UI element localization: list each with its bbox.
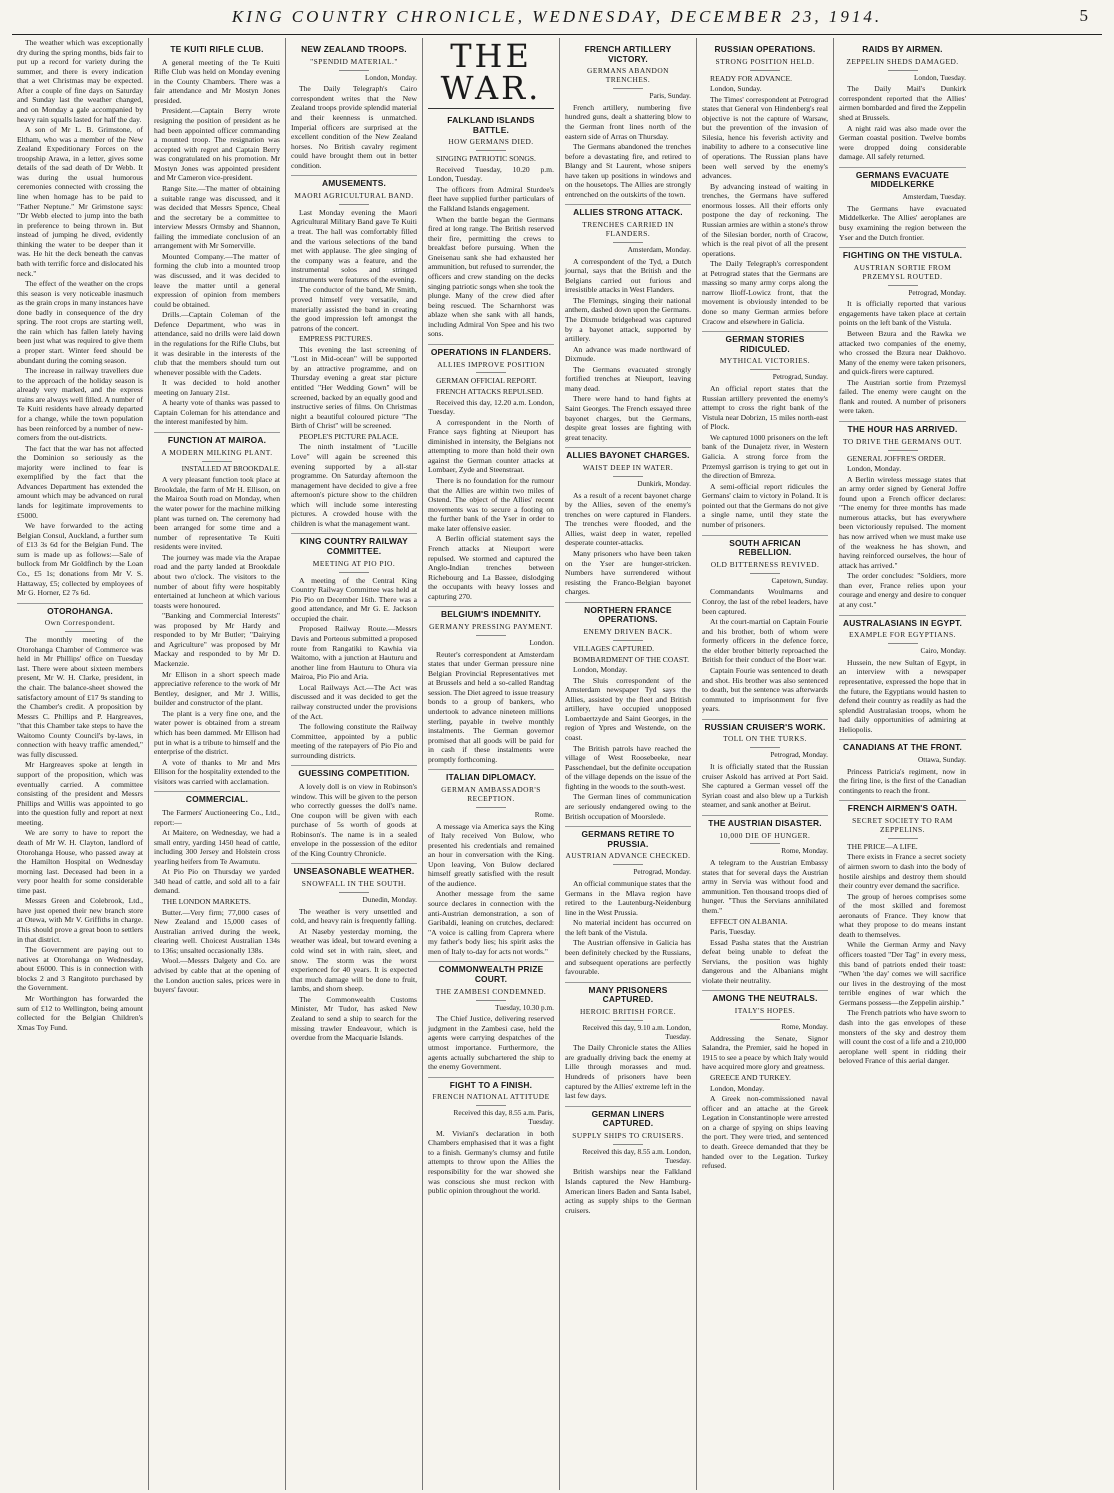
article-headline: RUSSIAN CRUISER'S WORK.	[702, 719, 828, 733]
article	[17, 38, 143, 598]
article-paragraph: The officers from Admiral Sturdee's fleet have supplied further particulars of the Falkland Islands engagement.	[428, 184, 554, 213]
article-headline: NORTHERN FRANCE OPERATIONS.	[565, 602, 691, 625]
article-dateline: Petrograd, Sunday.	[772, 372, 828, 382]
article-headline: ALLIES BAYONET CHARGES.	[565, 447, 691, 461]
article	[428, 40, 554, 339]
article	[839, 421, 966, 610]
article-headline: FRENCH ARTILLERY VICTORY.	[584, 44, 672, 64]
article-dateline: Capetown, Sunday.	[771, 575, 828, 585]
article-paragraph: Hussein, the new Sultan of Egypt, in an interview with a newspaper representative, expressed the hope that in the future, the Egyptians would hasten to defend their country as readily as had the splendid Australasian troops, whom he had daily opportunities of admiring at Heliopolis.	[839, 657, 966, 734]
article-paragraph: THE LONDON MARKETS.	[162, 897, 251, 907]
article-paragraph: The Daily Chronicle states the Allies are gradually driving back the enemy at Lille through morasses and mud. Hundreds of prisoners have been captured by the Allies' extreme left in the last few days.	[565, 1043, 691, 1101]
article-headline: SOUTH AFRICAN REBELLION.	[702, 535, 828, 558]
article-subhead: WAIST DEEP IN WATER.	[565, 464, 691, 477]
article-headline: FRENCH AIRMEN'S OATH.	[839, 800, 966, 814]
article-dateline: Petrograd, Monday.	[770, 750, 828, 760]
article-paragraph: By advancing instead of waiting in trenches, the Germans have suffered enormous losses. All their efforts only postpone the day of reckoning. The Russian armies are within a stone's throw of the Silesian border, north of Cracow, which is the real pivot of all the present operations.	[702, 181, 828, 258]
article-paragraph: At Pio Pio on Thursday we yarded 340 head of cattle, and sold all to a fair demand.	[154, 867, 280, 896]
article-paragraph: Mr Hargreaves spoke at length in support of the proposition, which was eventually carried. A committee consisting of the president and Messrs Phillips and Willis was appointed to go into the question fully and report at next meeting.	[17, 760, 143, 827]
article	[291, 533, 417, 760]
article-paragraph: The Government are paying out to natives at Otorohanga on Wednesday, about £6000. This is in connection with blocks 2 and 3 Rangitoto purchased by the Government.	[17, 945, 143, 993]
article-paragraph: The weather which was exceptionally dry during the spring months, bids fair to put up a record for variety during the summer, and there is every indication that a wet Christmas may be expected. After a couple of fine days on Saturday and Sunday last the weather changed, and on Monday a gale accompanied by heavy rain squalls lasted for half the day.	[17, 38, 143, 124]
article-paragraph: There were hand to hand fights at Saint Georges. The French essayed three bayonet charges, but the Germans, despite great losses are fighting with great tenacity.	[565, 394, 691, 442]
article-paragraph: Many prisoners who have been taken on the Yser are hunger-stricken. Numbers have surrendered without resisting the Franco-Belgian bayonet charges.	[565, 548, 691, 597]
article-headline: OTOROHANGA.	[17, 603, 143, 617]
article-paragraph: There exists in France a secret society of airmen sworn to dash into the body of hostile airships and destroy them should their country ever demand the sacrifice.	[839, 852, 966, 891]
article-paragraph: The Austrian sortie from Przemysl failed. The enemy were caught on the flank and routed. A number of prisoners were taken.	[839, 377, 966, 416]
article-dateline: Rome, Monday.	[781, 1022, 828, 1031]
article-headline: AMONG THE NEUTRALS.	[702, 990, 828, 1004]
article	[428, 606, 554, 764]
article-paragraph: A correspondent in the North of France says fighting at Nieuport has diminished in intensity, the Belgians not attempting to more than hold their own against the German counter attacks at Lombaer, Zyde and Steenstraat.	[428, 417, 554, 475]
article	[291, 863, 417, 1042]
article-subhead: Own Correspondent.	[17, 619, 143, 632]
article-headline: FUNCTION AT MAIROA.	[154, 432, 280, 446]
masthead-title: KING COUNTRY CHRONICLE, WEDNESDAY, DECEMBER 23, 1914.	[231, 7, 883, 26]
article-subhead: ITALY'S HOPES.	[702, 1007, 828, 1020]
article-headline: AMUSEMENTS.	[291, 175, 417, 189]
article-paragraph: GERMAN OFFICIAL REPORT.	[436, 376, 537, 386]
article-dateline: Rome.	[534, 809, 554, 819]
article-paragraph: The Daily Mail's Dunkirk correspondent reported that the Allies' airmen bombarded and fired the Zeppelin shed at Brussels.	[839, 84, 966, 122]
article-subhead: MEETING AT PIO PIO.	[291, 560, 417, 573]
article-paragraph: The Sluis correspondent of the Amsterdam newspaper Tyd says the Allies, assisted by the fleet and British artillery, have occupied unopposed Lombaertzyde and Saint Georges, in the region of Ypres and Westende, on the coast.	[565, 675, 691, 742]
article-headline: KING COUNTRY RAILWAY COMMITTEE.	[291, 533, 417, 556]
article-headline: RUSSIAN OPERATIONS.	[714, 44, 816, 54]
column-7	[834, 38, 971, 1490]
article-paragraph: M. Viviani's declaration in both Chambers emphasised that it was a fight to a finish. Germany's clumsy and futile attempts to throw upon the Allies the responsibility for the war showed she was conscious she must reckon with public opinion throughout the world.	[428, 1128, 554, 1196]
article-headline: OPERATIONS IN FLANDERS.	[428, 344, 554, 358]
article	[702, 719, 828, 810]
column-4	[423, 38, 560, 1490]
article-paragraph: Captain Fourie was sentenced to death and shot. His brother was also sentenced to death, but the sentence was afterwards commuted to imprisonment for five years.	[702, 665, 828, 714]
article-headline: GERMAN LINERS CAPTURED.	[565, 1106, 691, 1129]
article-subhead: OLD BITTERNESS REVIVED.	[702, 561, 828, 574]
article	[565, 602, 691, 821]
article	[839, 42, 966, 162]
article-headline: CANADIANS AT THE FRONT.	[839, 739, 966, 753]
article-subhead: SUPPLY SHIPS TO CRUISERS.	[565, 1132, 691, 1145]
article-paragraph: The journey was made via the Arapae road and the party landed at Brookdale about two o'clock. The visitors to the number of about fifty were hospitably entertained at luncheon at which various toasts were honoured.	[154, 552, 280, 610]
article-paragraph: An official report states that the Russian artillery prevented the enemy's attempt to cross the right bank of the Vistula near Dobrizn, 15 miles north-east of Plock.	[702, 384, 828, 432]
article-paragraph: A meeting of the Central King Country Railway Committee was held at Pio Pio on December 16th. There was a good attendance, and Mr G. E. Jackson occupied the chair.	[291, 575, 417, 623]
article-paragraph: The Daily Telegraph's Cairo correspondent writes that the New Zealand troops provide splendid material and their keenness is unmatched. Imperial officers are surprised at the excellent condition of the New Zealand horses. No British cavalry regiment could have brought them out in better condition.	[291, 84, 417, 170]
article	[428, 961, 554, 1071]
article-paragraph: Last Monday evening the Maori Agricultural Military Band gave Te Kuiti a treat. The hall was comfortably filled and the various selections of the band met with applause. The glee singing of the company was a feature, and the instrumental solos and stringed instruments were features of the evening.	[291, 207, 417, 284]
article-subhead: THE ZAMBESI CONDEMNED.	[428, 988, 554, 1001]
masthead	[12, 0, 1102, 35]
article	[565, 204, 691, 442]
article-paragraph: A telegram to the Austrian Embassy states that for several days the Austrian army in Servia was without food and ammunition. Ten thousand troops died of hunger. "Thus the Servians annihilated them."	[702, 858, 828, 915]
article-paragraph: A lovely doll is on view in Robinson's window. This will be given to the person who correctly guesses the doll's name. One coupon will be given with each purchase of 5s worth of goods at Robinson's. The name is in a sealed envelope in the possession of the editor of the King Country Chronicle.	[291, 781, 417, 858]
article	[291, 175, 417, 528]
column-5	[560, 38, 697, 1490]
article-paragraph: The weather is very unsettled and cold, and heavy rain is frequently falling.	[291, 906, 417, 926]
article-paragraph: President.—Captain Berry wrote resigning the position of president as he had been appointed officer commanding a mounted troop. The resignation was accepted with regret and Captain Berry was congratulated on his promotion. Mr Mostyn Jones was appointed president and Mr Cameron vice-president.	[154, 106, 280, 183]
article-subhead: FRENCH NATIONAL ATTITUDE	[428, 1093, 554, 1106]
article	[839, 800, 966, 1065]
article	[565, 1106, 691, 1216]
article-paragraph: Received this day, 12.20 a.m. London, Tuesday.	[428, 397, 554, 417]
article-paragraph: Addressing the Senate, Signor Salandra, the Premier, said he hoped in 1915 to see a peace by which Italy would have acquired more glory and greatness.	[702, 1033, 828, 1072]
article-subhead: GERMANS ABANDON TRENCHES.	[565, 67, 691, 89]
article-subhead: SNOWFALL IN THE SOUTH.	[291, 880, 417, 893]
article-paragraph: No material incident has occurred on the left bank of the Vistula.	[565, 918, 691, 937]
article-paragraph: We captured 1000 prisoners on the left bank of the Dunajetz river, in Western Galicia. A strong force from the Przemysl garrison is trying to get out in the direction of Bmreza.	[702, 432, 828, 481]
article	[702, 331, 828, 529]
article	[702, 990, 828, 1170]
page-number: 5	[1079, 6, 1088, 25]
article-paragraph: London, Monday.	[710, 1083, 765, 1093]
article-paragraph: A Berlin wireless message states that an army order signed by General Joffre found upon a French officer declares: "The enemy for three months has made numerous attacks, but has everywhere been victoriously repulsed. The moment has now arrived when we must make use of the weakness he has shown, and having reinforced ourselves, the hour of attack has arrived."	[839, 474, 966, 570]
article-subhead: MAORI AGRICULTURAL BAND.	[291, 192, 417, 205]
article-paragraph: The increase in railway travellers due to the approach of the holiday season is already very marked, and the express trains are always well filled. A number of Te Kuiti residents have already departed for a change, while the town population has been reinforced by a number of new-comers from the out-districts.	[17, 366, 143, 443]
article	[565, 447, 691, 596]
article-subhead: A MODERN MILKING PLANT.	[154, 449, 280, 462]
article-paragraph: French artillery, numbering five hundred guns, dealt a shattering blow to the German front lines north of the eastern side of Arras on Thursday.	[565, 102, 691, 141]
article-paragraph: Paris, Tuesday.	[710, 927, 756, 937]
article-headline: THE AUSTRIAN DISASTER.	[702, 815, 828, 829]
article-paragraph: "Banking and Commercial Interests" was proposed by Mr Hardy and responded to by Mr Butler; "Dairying and Agriculture" was proposed by Mr Mackay and responded to by Mr D. Mackenzie.	[154, 611, 280, 668]
article-dateline: London, Monday.	[364, 72, 417, 82]
article-dateline: Received this day, 8.55 a.m. Paris, Tuesday.	[453, 1108, 554, 1126]
article-dateline: Tuesday, 10.30 p.m.	[495, 1002, 554, 1012]
article-paragraph: A general meeting of the Te Kuiti Rifle Club was held on Monday evening in the County Chambers. There was a fair attendance and Mr Mostyn Jones presided.	[154, 57, 280, 105]
article-paragraph: Another message from the same source declares in connection with the anti-Austrian demonstration, a son of Garibaldi, leaning on crutches, declared: "A voice is calling from Caprera where my father's body lies; his spirit asks the men of Italy to-day for acts not words."	[428, 889, 554, 956]
article-paragraph: When the battle began the Germans fired at long range. The British reserved their fire, permitting the crews to breakfast before pursuing. When the Gneisenau sank she had exhausted her ammunition, but refused to surrender, the officers and crew standing on the decks singing patriotic songs when she took the plunge. Many of the crew died after being rescued. The Scharnhorst was ablaze when she sank with all hands, including Admiral Von Spee and his two sons.	[428, 214, 554, 339]
article-paragraph: VILLAGES CAPTURED.	[573, 643, 654, 653]
article-paragraph: The conductor of the band, Mr Smith, proved himself very versatile, and materially assisted the band in creating the good impression left amongst the patrons of the concert.	[291, 285, 417, 333]
article-subhead: ZEPPELIN SHEDS DAMAGED.	[839, 58, 966, 71]
article-dateline: Paris, Sunday.	[649, 91, 691, 101]
article-paragraph: Local Railways Act.—The Act was discussed and it was decided to get the railway constructed under the provisions of the Act.	[291, 682, 417, 721]
article-subhead: MYTHICAL VICTORIES.	[702, 357, 828, 370]
article	[702, 535, 828, 714]
article-paragraph: The plant is a very fine one, and the water power is obtained from a stream which has been dammed. Mr Ellison had put in what is a tribute to himself and the enterprise of the district.	[154, 708, 280, 757]
article	[154, 432, 280, 786]
article-subhead: AUSTRIAN SORTIE FROM PRZEMYSL ROUTED.	[839, 264, 966, 286]
article-headline: NEW ZEALAND TROOPS.	[301, 44, 407, 54]
article-subhead: HEROIC BRITISH FORCE.	[565, 1008, 691, 1021]
article-paragraph: This evening the last screening of "Lost in Mid-ocean" will be supported by an attractive programme, and on Thursday evening a great star picture entitled "Her Wedding Gown" will be screened, backed by an equally good and instructive series of films. On Christmas night a beautiful coloured picture "The Birth of Christ" will be screened.	[291, 344, 417, 431]
article-paragraph: A son of Mr L. B. Grimstone, of Eltham, who was a member of the New Zealand Expeditionary Forces on the troopship Arawa, in a letter, gives some details of the sad death of Dr Webb. It was during the usual humorous ceremonies connected with crossing the line when homage has to be paid to "Father Neptune." Mr Grimstone says: "Dr Webb elected to jump into the bath in preference to being thrown in. But instead of jumping he dived, evidently thinking the water to be deeper than it was. He hit the deck beneath the canvas bath with terrific force and dislocated his neck."	[17, 125, 143, 278]
article-paragraph: A vote of thanks to Mr and Mrs Ellison for the hospitality extended to the visitors was carried with acclamation.	[154, 757, 280, 786]
article-paragraph: It is officially stated that the Russian cruiser Askold has arrived at Port Said. She captured a German vessel off the Syrian coast and also blew up a Turkish steamer, and sank another at Beirut.	[702, 762, 828, 810]
article-paragraph: London, Monday.	[573, 665, 628, 675]
article-dateline: London.	[529, 637, 554, 647]
article-paragraph: Proposed Railway Route.—Messrs Davis and Porteous submitted a proposed route from Rangatiki to Kawhia via Waitomo, with a junction at Hauturu and another line from Hauturu to Ohura via Mairoa, Pio Pio and Aria.	[291, 624, 417, 682]
article-paragraph: At Naseby yesterday morning, the weather was ideal, but toward evening a cold wind set in with rain, sleet, and snow. The storm was the worst experienced for 40 years. It is expected that much damage will be done to fruit, lambs, and shorn sheep.	[291, 926, 417, 994]
article-paragraph: There is no foundation for the rumour that the Allies are within two miles of Ostend. The object of the Allies' recent movements was to secure a footing on the further bank of the Yser in order to make later offensive easier.	[428, 476, 554, 533]
article-subhead: SECRET SOCIETY TO RAM ZEPPELINS.	[839, 817, 966, 839]
article-paragraph: Mr Ellison in a short speech made appreciative reference to the work of Mr Bentley, designer, and Mr J. Willis, builder and constructor of the plant.	[154, 669, 280, 708]
article-paragraph: At Maitere, on Wednesday, we had a small entry, yarding 1450 head of cattle, including 300 Jersey and Holstein cross yearling heifers from Te Awamutu.	[154, 828, 280, 866]
article-paragraph: A night raid was also made over the German coastal position. Twelve bombs were dropped doing considerable damage. All safely returned.	[839, 123, 966, 162]
article-headline: TE KUITI RIFLE CLUB.	[170, 44, 264, 54]
article-paragraph: Reuter's correspondent at Amsterdam states that under German pressure nine Belgian Provincial Representatives met at Brussels and held a so-called Randtag session. The Diet agreed to issue treasury bonds to a group of bankers, who undertook to advance nineteen millions sterling, payable in twelve monthly instalments. The German governor promised that all goods will be paid for in cash if these instalments were promptly forthcoming.	[428, 649, 554, 764]
article-paragraph: The group of heroes comprises some of the most skilled and foremost aeronauts of France. They know that what they propose to do means instant death to themselves.	[839, 891, 966, 939]
article-headline: BELGIUM'S INDEMNITY.	[428, 606, 554, 620]
article-dateline: Received this day, 9.10 a.m. London, Tuesday.	[582, 1022, 691, 1041]
article-paragraph: We have forwarded to the acting Belgian Consul, Auckland, a further sum of £13 3s 6d for the Belgian Fund. The sum is made up as follows:—Sale of bullock from Mr Goldfinch by the Loan Co., £5 1s; donations from Mr V. S. Hattaway, £5; collected by employees of Mr G. Horner, £2 7s 6d.	[17, 521, 143, 598]
column-2	[149, 38, 286, 1490]
article-paragraph: A correspondent of the Tyd, a Dutch journal, says that the British and the Belgians carried out furious and irresistible attacks in West Flanders.	[565, 256, 691, 295]
article-paragraph: The Germans have evacuated Middelkerke. The Allies' aeroplanes are busy examining the region between the Yser and the Dutch frontier.	[839, 203, 966, 242]
article	[154, 42, 280, 427]
article-paragraph: London, Monday.	[847, 464, 902, 474]
article-headline: GUESSING COMPETITION.	[291, 765, 417, 779]
article-dateline: Ottawa, Sunday.	[918, 754, 966, 764]
article-dateline: Petrograd, Monday.	[908, 287, 966, 297]
article-subhead: TOLL ON THE TURKS.	[702, 735, 828, 748]
article-paragraph: SINGING PATRIOTIC SONGS.	[436, 154, 536, 164]
article-dateline: Dunedin, Monday.	[362, 895, 417, 904]
article	[154, 791, 280, 994]
article-paragraph: Between Bzura and the Rawka we attacked two companies of the enemy, who crossed the Bzura near Dakhovo. Many of the enemy were taken prisoners, and quick-firers were captured.	[839, 328, 966, 377]
article-paragraph: The Germans abandoned the trenches before a devastating fire, and retired to Blangy and St Laurent, whose snipers have taken up positions in windows and on the housetops. The Allies are strongly entrenched on the outskirts of the town.	[565, 142, 691, 199]
article-paragraph: A hearty vote of thanks was passed to Captain Coleman for his attendance and the interest manifested by him.	[154, 398, 280, 427]
column-3	[286, 38, 423, 1490]
article-paragraph: The order concludes: "Soldiers, more than ever, France relies upon your courage and energy and desire to conquer at any cost."	[839, 571, 966, 609]
article-subhead: EXAMPLE FOR EGYPTIANS.	[839, 631, 966, 644]
article-subhead: STRONG POSITION HELD.	[702, 58, 828, 71]
article-paragraph: Messrs Green and Colebrook, Ltd., have just opened their new branch store at Otewa, with Mr V. Griffiths in charge. This should prove a great boon to settlers in that district.	[17, 896, 143, 944]
article-headline: AUSTRALASIANS IN EGYPT.	[839, 615, 966, 629]
article-headline: FALKLAND ISLANDS BATTLE.	[447, 115, 535, 135]
article-paragraph: The fact that the war has not affected the Dominion so seriously as the majority were inclined to fear is exemplified by the fact that the Advances Department has extended the amount which may be advanced on rural lands for legitimate improvements to £5000.	[17, 443, 143, 520]
article-paragraph: A very pleasant function took place at Brookdale, the farm of Mr H. Ellison, on the Mairoa South road on Monday, when the water power for the machine milking plant was turned on. The ceremony had been arranged for some time and a number of representative Te Kuiti residents were invited.	[154, 475, 280, 552]
article-headline: COMMERCIAL.	[154, 791, 280, 805]
article-dateline: Petrograd, Monday.	[633, 867, 691, 877]
article	[291, 42, 417, 170]
column-6	[697, 38, 834, 1490]
article-paragraph: An advance was made northward of Dixmude.	[565, 344, 691, 364]
article-headline: GERMANS EVACUATE MIDDELKERKE	[839, 167, 966, 190]
article-headline: MANY PRISONERS CAPTURED.	[565, 982, 691, 1005]
article-paragraph: Received Tuesday, 10.20 p.m. London, Tuesday.	[428, 164, 554, 184]
article-paragraph: Drills.—Captain Coleman of the Defence Department, who was in attendance, said no drills were laid down in the regulations for the Rifle Clubs, but it was desirable in the interests of the club that the members should turn out whenever possible with the Cadets.	[154, 310, 280, 377]
article-subhead: TO DRIVE THE GERMANS OUT.	[839, 438, 966, 451]
article-dateline: London, Tuesday.	[913, 72, 966, 82]
columns	[12, 38, 1102, 1490]
article	[839, 247, 966, 416]
article-paragraph: A Greek non-commissioned naval officer and an attache at the Greek Legation in Constantinople were arrested on a charge of spying on ships leaving the port. They were tried, and sentenced to death. Greece demanded that they be handed over to the Legation. Turkey refused.	[702, 1094, 828, 1171]
article-paragraph: The Daily Telegraph's correspondent at Petrograd states that the Germans are massing so many army corps along the narrow Ilioff-Lowicz front, that the movement is obviously intended to be done so many German armies before Cracow and elsewhere in Galicia.	[702, 259, 828, 326]
article-paragraph: An official communique states that the Germans in the Mlava region have retired to the Lautenburg-Neidenburg line in the West Prussia.	[565, 879, 691, 917]
article-subhead: ALLIES IMPROVE POSITION	[428, 361, 554, 374]
war-banner: THE WAR.	[428, 40, 554, 109]
article-headline: FIGHTING ON THE VISTULA.	[839, 247, 966, 261]
article-headline: GERMAN STORIES RIDICULED.	[702, 331, 828, 354]
article-dateline: INSTALLED AT BROOKDALE.	[181, 463, 280, 473]
article	[17, 603, 143, 1033]
article	[291, 765, 417, 858]
article	[428, 344, 554, 601]
article-paragraph: British warships near the Falkland Islands captured the New Hamburg-American liners Baden and Santa Isabel, acting as supply ships to the German cruisers.	[565, 1167, 691, 1215]
article-paragraph: The Austrian offensive in Galicia has been definitely checked by the Russians, and subsequent operations are perfectly favourable.	[565, 938, 691, 977]
article-subhead: GERMANY PRESSING PAYMENT.	[428, 623, 554, 636]
article	[565, 982, 691, 1101]
article-subhead: AUSTRIAN ADVANCE CHECKED.	[565, 852, 691, 865]
article-subhead: GERMAN AMBASSADOR'S RECEPTION.	[428, 786, 554, 808]
article-paragraph: The Chief Justice, delivering reserved judgment in the Zambesi case, held the agents were carrying despatches of the utmost importance. Furthermore, the agents actually subchartered the ship to the enemy Government.	[428, 1014, 554, 1072]
article	[839, 615, 966, 735]
article-subhead: HOW GERMANS DIED.	[428, 138, 554, 151]
article-dateline: Rome, Monday.	[781, 846, 828, 856]
article-paragraph: The British patrols have reached the village of West Roosebeeke, near Passchendael, but the definite occupation of the village depends on the issue of the fighting in the woods to the south-west.	[565, 743, 691, 791]
column-1	[12, 38, 149, 1490]
article	[702, 42, 828, 326]
article-paragraph: The Flemings, singing their national anthem, dashed down upon the Germans. The Dixmude bridgehead was captured by a bayonet attack, supported by artillery.	[565, 295, 691, 344]
article-paragraph: While the German Army and Navy officers toasted "Der Tag" in every mess, this band of patriots ended their toast: "When 'the day' comes we will sacrifice our lives in the destroying of the most terrible engines of war which the Germans possess—the Zeppelin airship."	[839, 940, 966, 1007]
article-paragraph: Mr Worthington has forwarded the sum of £12 to Wellington, being amount collected for the Belgian Children's Xmas Toy Fund.	[17, 993, 143, 1032]
article-paragraph: The German lines of communication are seriously endangered owing to the British occupation of Moorslede.	[565, 792, 691, 821]
article-paragraph: The Times' correspondent at Petrograd states that General von Hindenberg's real objective is not the capture of Warsaw, but the prevention of the invasion of Silesia, hence his feverish activity and inability to adhere to a consecutive line of operations. The Russian plans have been well served by the enemy's advances.	[702, 94, 828, 181]
article-headline: THE HOUR HAS ARRIVED.	[839, 421, 966, 435]
article-headline: ALLIES STRONG ATTACK.	[565, 204, 691, 218]
article-subhead: 10,000 DIE OF HUNGER.	[702, 832, 828, 845]
article-paragraph: At the court-martial on Captain Fourie and his brother, both of whom were formerly officers in the defence force, the elder brother bitterly reproached the British for their conduct of the Boer war.	[702, 617, 828, 665]
article-paragraph: The Germans evacuated strongly fortified trenches at Nieuport, leaving many dead.	[565, 364, 691, 393]
article-headline: UNSEASONABLE WEATHER.	[291, 863, 417, 877]
article-paragraph: GREECE AND TURKEY.	[710, 1073, 791, 1082]
article-paragraph: The ninth instalment of "Lucille Love" will again be screened this evening supported by a all-star programme. On Saturday afternoon the management have decided to give a free afternoon's picture show to the children which will include some interesting pictures. A crowded house with the children is what the management want.	[291, 442, 417, 528]
article	[428, 1077, 554, 1196]
article-paragraph: The following constitute the Railway Committee, appointed by a public meeting of the ratepayers of Pio Pio and surrounding districts.	[291, 722, 417, 760]
article-paragraph: A message via America says the King of Italy received Von Bulow, who presented his credentials and remained an hour in conversation with the King. Upon leaving, Von Bulow declared himself greatly satisfied with the result of the audience.	[428, 821, 554, 888]
article-paragraph: As a result of a recent bayonet charge by the Allies, seven of the enemy's trenches on were captured in Flanders. The trenches were flooded, and the Allies, waist deep in water, repelled desperate counter-attacks.	[565, 490, 691, 548]
article-paragraph: It was decided to hold another meeting on January 21st.	[154, 378, 280, 397]
article-paragraph: Range Site.—The matter of obtaining a suitable range was discussed, and it was decided that Messrs Spence, Cheal and the secretary be a committee to interview Messrs Ormsby and Shannon, failing the immediate conclusion of an arrangement with Mr Somerville.	[154, 183, 280, 251]
article-paragraph: PEOPLE'S PICTURE PALACE.	[299, 431, 399, 441]
article-paragraph: We are sorry to have to report the death of Mr W. H. Clayton, landlord of Otorohanga House, who passed away at the Hamilton Hospital on Wednesday morning last. Deceased had been in a very poor health for some considerable time past.	[17, 828, 143, 895]
article-paragraph: Wool.—Messrs Dalgety and Co. are advised by cable that at the opening of the London auction sales, prices were in buyers' favour.	[154, 956, 280, 995]
article	[702, 815, 828, 986]
article-dateline: Cairo, Monday.	[920, 646, 966, 656]
article-dateline: Amsterdam, Monday.	[627, 244, 691, 254]
article-headline: ITALIAN DIPLOMACY.	[428, 769, 554, 783]
article	[839, 739, 966, 795]
article-paragraph: The Commonwealth Customs Minister, Mr Tudor, has asked New Zealand to send a ship to search for the missing trawler Endeavour, which is overdue from the Macquarie Islands.	[291, 994, 417, 1043]
article-paragraph: Commandants Woulmarns and Conroy, the last of the rebel leaders, have been captured.	[702, 587, 828, 616]
article-dateline: Amsterdam, Tuesday.	[902, 192, 966, 202]
article	[565, 826, 691, 977]
article-paragraph: EFFECT ON ALBANIA.	[710, 916, 788, 926]
article-paragraph: The effect of the weather on the crops this season is very noticeable inasmuch as the grain crops in many instances have done badly in consequence of the dry spring. The root crops are starting well, the rain which has fallen lately having been just what was required to give them a proper start. Winter feed should be abundant during the coming season.	[17, 279, 143, 365]
article-paragraph: THE PRICE—A LIFE.	[847, 841, 918, 851]
article-dateline: Received this day, 8.55 a.m. London, Tuesday.	[582, 1146, 691, 1165]
article-paragraph: The Farmers' Auctioneering Co., Ltd., report:—	[154, 807, 280, 827]
article-paragraph: London, Sunday.	[710, 84, 762, 94]
article-paragraph: A Berlin official statement says the French attacks at Nieuport were repulsed. We stormed and captured the Anglo-Indian trenches between Richebourg and La Bassee, dislodging the occupants with heavy losses and capturing 270.	[428, 534, 554, 601]
article	[565, 42, 691, 199]
article-paragraph: FRENCH ATTACKS REPULSED.	[436, 386, 544, 396]
article-paragraph: READY FOR ADVANCE.	[710, 73, 793, 83]
article-paragraph: Butter.—Very firm; 77,000 cases of New Zealand and 15,000 cases of Australian arrived during the week, clearing well. Choicest Australian 134s to 136s; unsalted occasionally 138s.	[154, 907, 280, 955]
article-paragraph: EMPRESS PICTURES.	[299, 334, 373, 344]
article	[428, 769, 554, 956]
article-paragraph: A semi-official report ridicules the Germans' claim to victory in Poland. It is pointed out that the Germans do not give a single name, until they state the number of prisoners.	[702, 481, 828, 529]
article-headline: GERMANS RETIRE TO PRUSSIA.	[565, 826, 691, 849]
article-headline: FIGHT TO A FINISH.	[428, 1077, 554, 1091]
article	[839, 167, 966, 242]
article-subhead: ENEMY DRIVEN BACK.	[565, 628, 691, 641]
article-dateline: Dunkirk, Monday.	[637, 478, 691, 488]
article-paragraph: Princess Patricia's regiment, now in the firing line, is the first of the Canadian contingents to reach the front.	[839, 766, 966, 795]
article-subhead: TRENCHES CARRIED IN FLANDERS.	[565, 221, 691, 243]
article-paragraph: GENERAL JOFFRE'S ORDER.	[847, 453, 946, 463]
article-paragraph: It is officially reported that various engagements have taken place at certain points on the left bank of the Vistula.	[839, 299, 966, 328]
article-paragraph: BOMBARDMENT OF THE COAST.	[573, 654, 690, 664]
article-paragraph: The monthly meeting of the Otorohanga Chamber of Commerce was held in Mr Phillips' office on Tuesday last. There were about sixteen members present, Mr W. H. Clarke, president, in the chair. The balance-sheet showed the satisfactory amount of £17 9s standing to the Chamber's credit. A proposition by Messrs C. Phillips and P. Hargreaves, "that this Chamber take steps to have the Waitomo County Council's by-laws, in connection with heavy traffic amended," was fully discussed.	[17, 635, 143, 759]
article-headline: RAIDS BY AIRMEN.	[862, 44, 943, 54]
article-subhead: "SPENDID MATERIAL."	[291, 58, 417, 71]
article-headline: COMMONWEALTH PRIZE COURT.	[428, 961, 554, 984]
article-paragraph: Essad Pasha states that the Austrian defeat being unable to defeat the Servians, the position was highly dangerous and the Albanians might violate their neutrality.	[702, 937, 828, 985]
article-paragraph: The French patriots who have sworn to dash into the gas envelopes of these monsters of the sky and destroy them will count the cost of a life and a 210,000 aeroplane well spent in ridding their beloved France of this aerial danger.	[839, 1008, 966, 1066]
article-paragraph: Mounted Company.—The matter of forming the club into a mounted troop was discussed, and it was decided to leave the matter until a general expression of opinion from members could be obtained.	[154, 251, 280, 309]
